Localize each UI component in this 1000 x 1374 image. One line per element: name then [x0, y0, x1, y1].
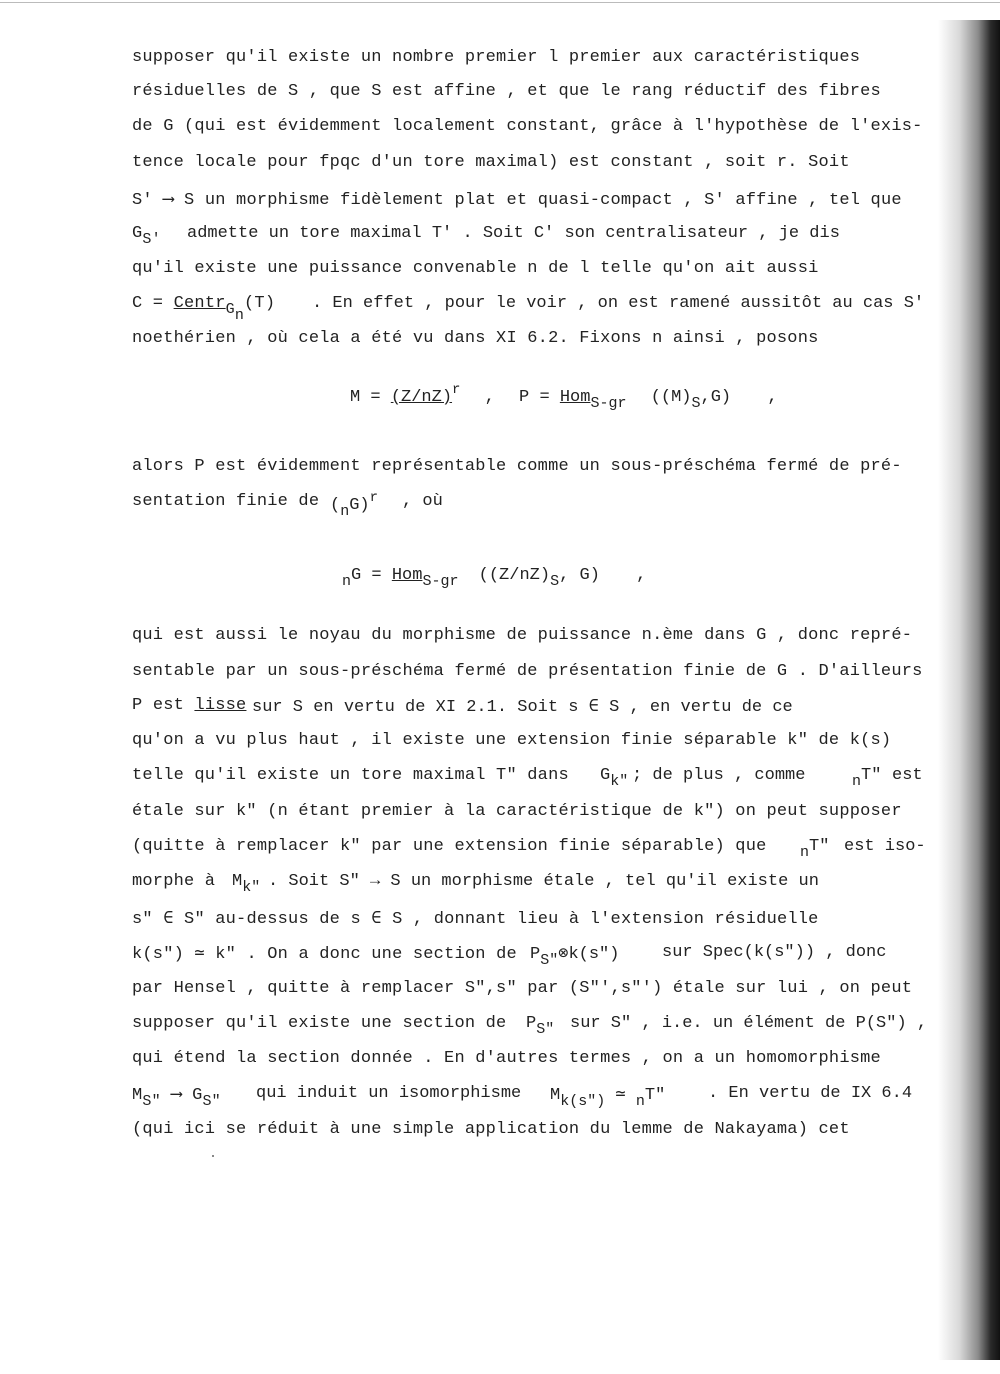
text-line: sur S" , i.e. un élément de P(S") , [570, 1014, 928, 1033]
formula-nG-power: $(_nG)^r$ [330, 490, 379, 520]
text-line: . Soit S" → S un morphisme étale , tel qu'il existe un [268, 872, 819, 891]
text-line: de G (qui est évidemment localement constant, grâce à l'hypothèse de l'exis- [132, 117, 923, 136]
text-line: admette un tore maximal T' . Soit C' son centralisateur , je dis [187, 224, 840, 243]
text-line: résiduelles de S , que S est affine , et que le rang réductif des fibres [132, 82, 881, 101]
text-line: étale sur k" (n étant premier à la caractéristique de k") on peut supposer [132, 802, 902, 821]
text-line: morphe à [132, 872, 216, 891]
text-line: ; de plus , comme [632, 766, 806, 785]
text-line: P est lisse [132, 696, 247, 715]
text-line: supposer qu'il existe une section de [132, 1014, 507, 1033]
text-line: qu'on a vu plus haut , il existe une extension finie séparable k" de k(s) [132, 731, 892, 750]
formula-M-P: $M = (Z/nZ)^r$ , P = Hom$_{S-gr}$ $((M)_S,G)$ , [350, 382, 778, 412]
text-line: . En effet , pour le voir , on est ramené aussitôt au cas S' [312, 294, 925, 313]
text-line: , où [402, 492, 443, 511]
text-line: par Hensel , quitte à remplacer S",s" par (S"',s"') étale sur lui , on peut [132, 979, 913, 998]
formula-P-S: $P_{S"}$ [526, 1014, 555, 1038]
text-line: telle qu'il existe un tore maximal T" dans [132, 766, 569, 785]
text-line: qui étend la section donnée . En d'autres termes , on a un homomorphisme [132, 1049, 881, 1068]
formula-nG: $_n$G = Hom$_{S-gr}$ ($(Z/nZ)_S$, G) , [342, 566, 647, 590]
text-line: qui induit un isomorphisme [256, 1084, 522, 1103]
formula-M-G-hom: $M_{S"}$ ⟶ $G_{S"}$ [132, 1086, 221, 1110]
scan-edge-shadow [938, 20, 1000, 1360]
text-line: supposer qu'il existe un nombre premier l premier aux caractéristiques [132, 48, 861, 67]
text-line: . En vertu de IX 6.4 [708, 1084, 913, 1103]
formula-nT: $_n$T" [852, 766, 882, 790]
text-line: est iso- [844, 837, 926, 856]
text-line: S' ⟶ S un morphisme fidèlement plat et quasi-compact , S' affine , tel que [132, 191, 902, 210]
text-line: (quitte à remplacer k" par une extension finie séparable) que [132, 837, 767, 856]
text-line: $G_{S'}$ [132, 224, 161, 248]
text-line: sentable par un sous-préschéma fermé de présentation finie de G . D'ailleurs [132, 662, 923, 681]
scan-speck [212, 1155, 214, 1157]
text-line: (qui ici se réduit à une simple application du lemme de Nakayama) cet [132, 1120, 850, 1139]
formula-M-k: $M_{k"}$ [232, 872, 261, 896]
formula-P-S-tensor: $P_{S"}\otimes k(s")$ [530, 945, 620, 969]
text-line: k(s") ≃ k" . On a donc une section de [132, 945, 517, 964]
text-line: noethérien , où cela a été vu dans XI 6.2. Fixons n ainsi , posons [132, 329, 819, 348]
text-line: tence locale pour fpqc d'un tore maximal) est constant , soit r. Soit [132, 153, 850, 172]
text-line: qu'il existe une puissance convenable n de l telle qu'on ait aussi [132, 259, 819, 278]
text-line: qui est aussi le noyau du morphisme de puissance n.ème dans G , donc repré- [132, 626, 913, 645]
formula-G-k: $G_{k"}$ [600, 766, 629, 790]
text-line: sur S en vertu de XI 2.1. Soit s ∈ S , en vertu de ce [252, 698, 793, 717]
text-line: sur Spec(k(s")) , donc [662, 943, 887, 962]
text-line: est [892, 766, 923, 785]
text-line: alors P est évidemment représentable comme un sous-préschéma fermé de pré- [132, 457, 902, 476]
formula-nT: $_n$T" [800, 837, 830, 861]
top-edge-line [0, 2, 1000, 3]
formula-centralizer: C = Centr$_{G_n}$(T) [132, 294, 276, 324]
text-line: s" ∈ S" au-dessus de s ∈ S , donnant lieu à l'extension résiduelle [132, 910, 819, 929]
formula-iso: $M_{k(s")}$ ≃ $_n$T" [550, 1086, 666, 1110]
text-line: sentation finie de [132, 492, 320, 511]
